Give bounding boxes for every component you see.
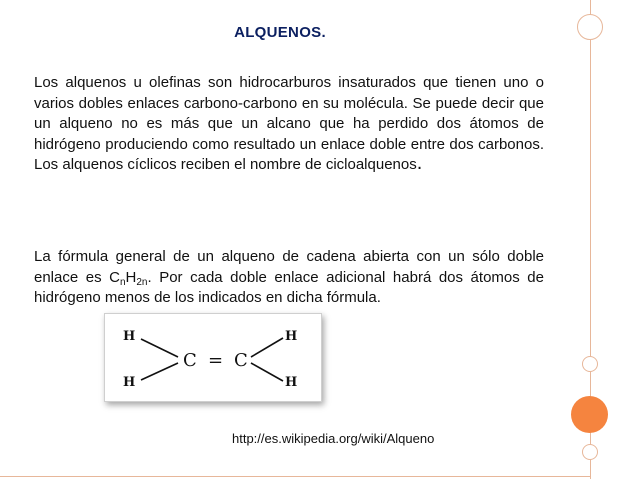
formula-subscript-n: n	[119, 276, 126, 288]
formula-text-start: La fórmula general de un alqueno de cadena abierta con un sólo doble enlace es C	[34, 248, 544, 286]
bond-top-left	[141, 339, 178, 357]
carbon-right: C	[234, 350, 248, 371]
h-top-left: H	[123, 329, 136, 344]
decor-circle-orange	[571, 396, 608, 433]
h-top-right: H	[285, 329, 298, 344]
slide-frame-bottom-line	[0, 476, 590, 477]
paragraph-definition-end: .	[416, 152, 423, 174]
paragraph-definition-text: Los alquenos u olefinas son hidrocarburos insaturados que tienen uno o varios dobles enlaces carbono-carbono en su molécula. Se puede decir que un alqueno no es más que un alcano que ha perdido dos átomos de hidrógeno produciendo como resultado un enlace doble entre dos carbonos. Los alquenos cíclicos reciben el nombre de cicloalquenos	[34, 74, 544, 173]
bond-bottom-right	[251, 363, 283, 381]
decor-circle-small-2	[582, 444, 598, 460]
formula-text-end: . Por cada doble enlace adicional habrá dos átomos de hidrógeno menos de los indicados en dicha fórmula.	[34, 268, 544, 306]
bond-top-right	[251, 338, 283, 357]
formula-subscript-2n: 2n	[136, 276, 148, 288]
paragraph-formula	[34, 247, 544, 309]
paragraph-definition	[34, 73, 544, 176]
alkene-structure-diagram	[105, 314, 321, 401]
formula-hydrogen: H	[125, 268, 137, 286]
decor-circle-small-1	[582, 356, 598, 372]
slide-title: ALQUENOS.	[234, 24, 326, 41]
bond-bottom-left	[141, 363, 178, 380]
source-link[interactable]: http://es.wikipedia.org/wiki/Alqueno	[232, 431, 435, 446]
double-bond: =	[208, 350, 224, 371]
h-bottom-right: H	[285, 375, 298, 390]
carbon-left: C	[183, 350, 197, 371]
alkene-structure-image	[104, 313, 322, 402]
decor-circle-top	[577, 14, 603, 40]
h-bottom-left: H	[123, 375, 136, 390]
